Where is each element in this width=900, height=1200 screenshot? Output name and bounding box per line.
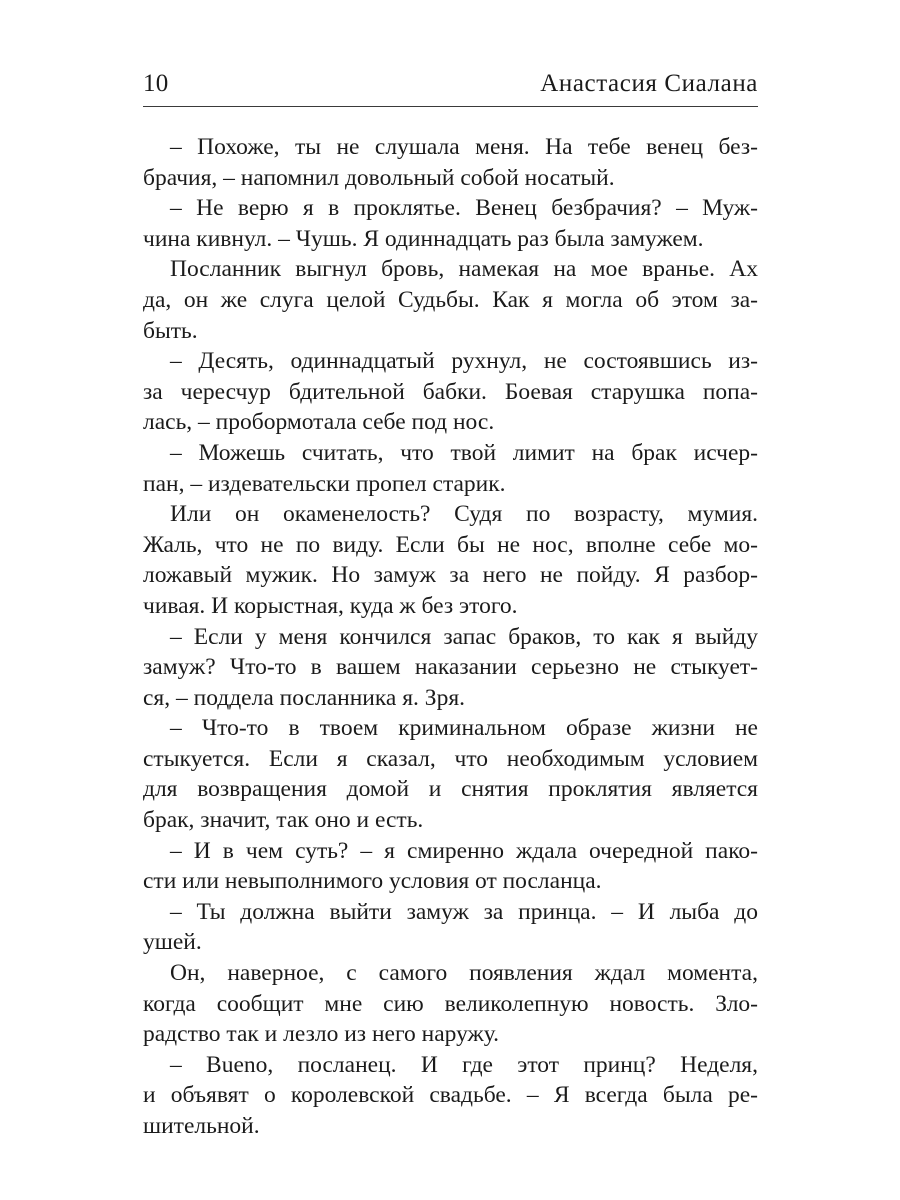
text-line: – Bueno, посланец. И где этот принц? Неделя, bbox=[170, 1051, 758, 1078]
text-line: – И в чем суть? – я смиренно ждала очередной пако- bbox=[170, 837, 758, 864]
text-line: когда сообщит мне сию великолепную новость. Зло- bbox=[143, 990, 758, 1017]
text-line: стыкуется. Если я сказал, что необходимым условием bbox=[143, 745, 758, 772]
text-line: – Можешь считать, что твой лимит на брак исчер- bbox=[170, 439, 758, 466]
text-line: – Ты должна выйти замуж за принца. – И лыба до bbox=[170, 898, 758, 925]
text-line: брак, значит, так оно и есть. bbox=[143, 807, 424, 834]
text-line: быть. bbox=[143, 317, 198, 344]
text-line: чивая. И корыстная, куда ж без этого. bbox=[143, 592, 518, 619]
text-line: сти или невыполнимого условия от посланца. bbox=[143, 868, 602, 895]
text-line: – Похоже, ты не слушала меня. На тебе венец без- bbox=[170, 134, 758, 160]
text-line: и объявят о королевской свадьбе. – Я всегда была ре- bbox=[143, 1082, 758, 1109]
text-line: лась, – пробормотала себе под нос. bbox=[143, 409, 495, 436]
running-header bbox=[143, 70, 758, 107]
text-line: Он, наверное, с самого появления ждал момента, bbox=[170, 960, 758, 987]
text-line: Посланник выгнул бровь, намекая на мое вранье. Ах bbox=[170, 256, 758, 283]
text-line: ушей. bbox=[143, 929, 202, 956]
text-line: – Десять, одиннадцатый рухнул, не состоявшись из- bbox=[170, 348, 758, 375]
text-line: для возвращения домой и снятия проклятия является bbox=[143, 776, 758, 803]
text-line: пан, – издевательски пропел старик. bbox=[143, 470, 506, 497]
text-line: – Что-то в твоем криминальном образе жизни не bbox=[170, 715, 758, 742]
text-line: чина кивнул. – Чушь. Я одиннадцать раз была замужем. bbox=[143, 225, 704, 252]
text-line: за чересчур бдительной бабки. Боевая старушка попа- bbox=[143, 378, 758, 405]
book-author: Анастасия Сиалана bbox=[540, 70, 758, 97]
text-line: шительной. bbox=[143, 1113, 260, 1139]
text-line: – Не верю я в проклятье. Венец безбрачия? – Муж- bbox=[170, 195, 758, 222]
text-line: – Если у меня кончился запас браков, то как я выйду bbox=[170, 623, 758, 650]
text-line: Или он окаменелость? Судя по возрасту, мумия. bbox=[170, 501, 758, 528]
page-number: 10 bbox=[143, 70, 169, 97]
text-line: ложавый мужик. Но замуж за него не пойду. Я разбор- bbox=[143, 562, 758, 589]
text-line: радство так и лезло из него наружу. bbox=[143, 1021, 500, 1048]
text-line: Жаль, что не по виду. Если бы не нос, вполне себе мо- bbox=[143, 531, 758, 558]
body-text bbox=[143, 132, 758, 1142]
text-line: да, он же слуга целой Судьбы. Как я могла об этом за- bbox=[143, 286, 758, 313]
text-line: ся, – поддела посланника я. Зря. bbox=[143, 684, 466, 711]
text-line: замуж? Что-то в вашем наказании серьезно не стыкует- bbox=[143, 654, 758, 681]
text-line: брачия, – напомнил довольный собой носатый. bbox=[143, 164, 615, 191]
